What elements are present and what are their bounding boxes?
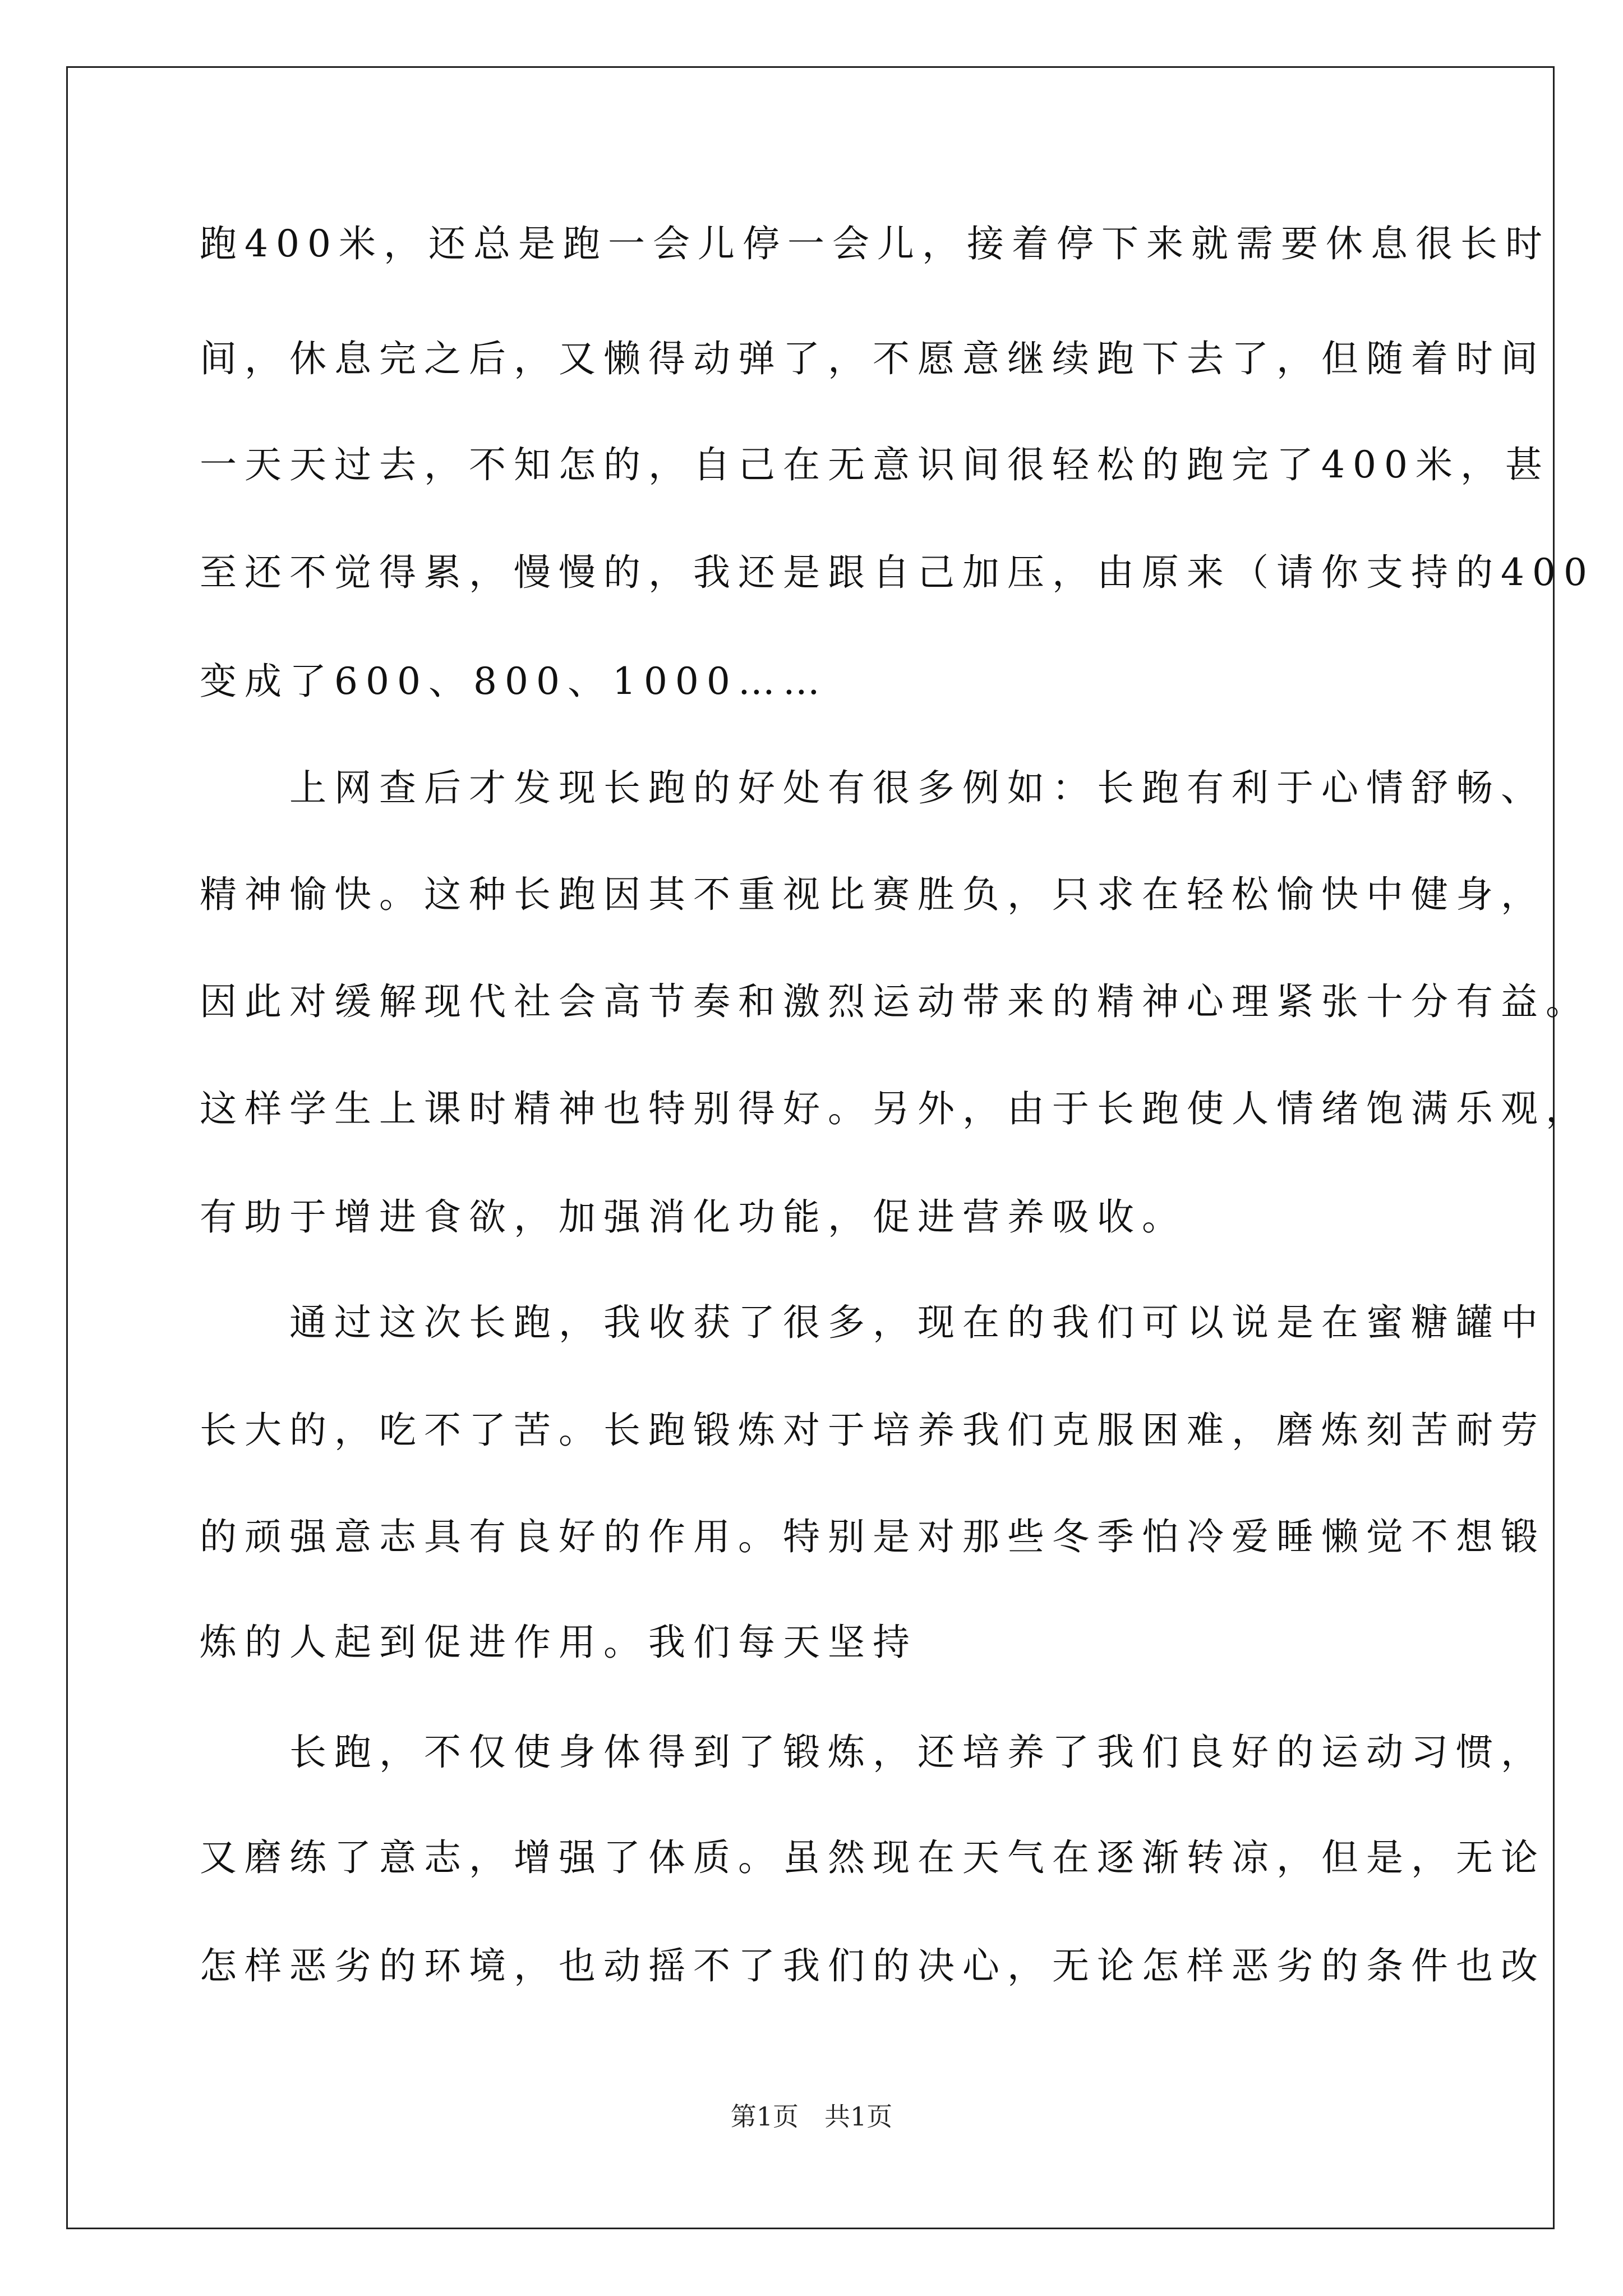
paragraph-first-line: 通过这次长跑，我收获了很多，现在的我们可以说是在蜜糖罐中 [200,1301,1546,1344]
text-line: 又磨练了意志，增强了体质。虽然现在天气在逐渐转凉，但是，无论 [200,1836,1546,1879]
text-line: 有助于增进食欲，加强消化功能，促进营养吸收。 [200,1195,1187,1239]
text-line: 跑400米，还总是跑一会儿停一会儿，接着停下来就需要休息很长时 [200,222,1550,265]
paragraph-first-line: 长跑，不仅使身体得到了锻炼，还培养了我们良好的运动习惯， [200,1731,1546,1774]
text-line: 至还不觉得累，慢慢的，我还是跟自己加压，由原来（请你支持的400 [200,551,1595,594]
text-line: 怎样恶劣的环境，也动摇不了我们的决心，无论怎样恶劣的条件也改 [200,1944,1546,1987]
text-line: 因此对缓解现代社会高节奏和激烈运动带来的精神心理紧张十分有益。 [200,980,1590,1023]
page-footer: 第1页 共1页 [730,2101,893,2132]
text-line: 一天天过去，不知怎的，自己在无意识间很轻松的跑完了400米，甚 [200,443,1550,486]
text-line: 炼的人起到促进作用。我们每天坚持 [200,1621,917,1664]
paragraph-first-line: 上网查后才发现长跑的好处有很多例如：长跑有利于心情舒畅、 [200,766,1546,809]
text-line: 的顽强意志具有良好的作用。特别是对那些冬季怕冷爱睡懒觉不想锻 [200,1515,1546,1558]
page-border [66,66,1555,2229]
text-line: 变成了600、800、1000…… [200,660,828,703]
text-line: 长大的，吃不了苦。长跑锻炼对于培养我们克服困难，磨炼刻苦耐劳 [200,1409,1546,1452]
text-line: 间，休息完之后，又懒得动弹了，不愿意继续跑下去了，但随着时间 [200,337,1546,380]
text-line: 这样学生上课时精神也特别得好。另外，由于长跑使人情绪饱满乐观， [200,1087,1590,1130]
text-line: 精神愉快。这种长跑因其不重视比赛胜负，只求在轻松愉快中健身， [200,873,1546,916]
